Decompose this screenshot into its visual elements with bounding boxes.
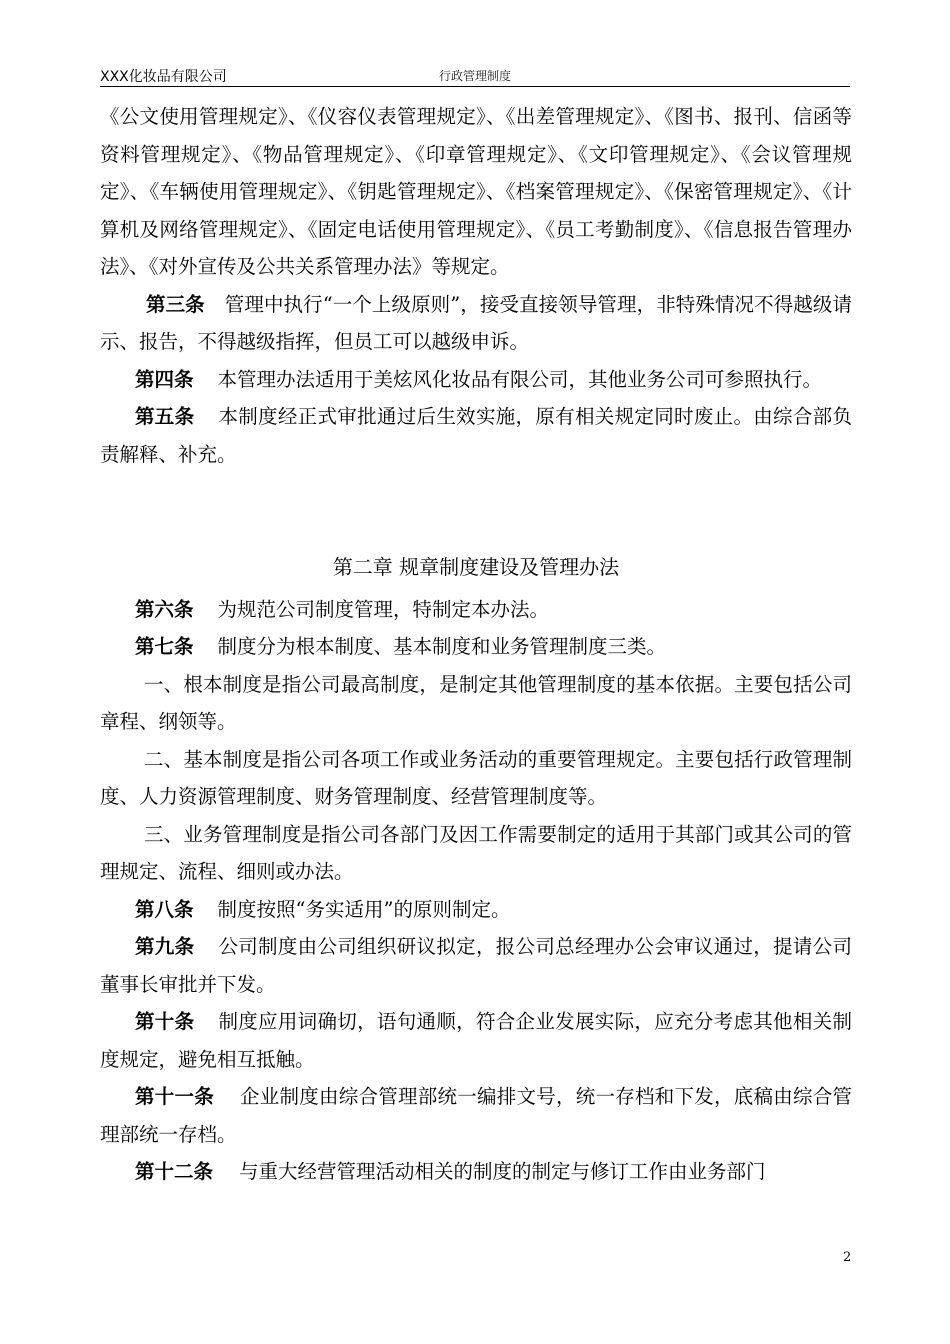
article-4 — [100, 361, 852, 399]
article-text: 本制度经正式审批通过后生效实施，原有相关规定同时废止。由综合部负责解释、补充。 — [100, 405, 852, 466]
article-text: 制度按照“务实适用”的原则制定。 — [217, 897, 511, 921]
article-text: 公司制度由公司组织研议拟定，报公司总经理办公会审议通过，提请公司董事长审批并下发。 — [100, 935, 852, 996]
article-3 — [100, 286, 852, 361]
article-6 — [100, 591, 852, 629]
article-7 — [100, 628, 852, 666]
article-label: 第六条 — [135, 597, 194, 621]
page-header — [100, 64, 850, 87]
article-text: 与重大经营管理活动相关的制度的制定与修订工作由业务部门 — [239, 1160, 766, 1183]
article-text: 企业制度由综合管理部统一编排文号，统一存档和下发，底稿由综合管理部统一存档。 — [100, 1085, 852, 1146]
page-number: 2 — [843, 1250, 852, 1265]
article-text: 制度分为根本制度、基本制度和业务管理制度三类。 — [217, 635, 667, 658]
list-item: 一、根本制度是指公司最高制度，是制定其他管理制度的基本依据。主要包括公司章程、纲领等。 — [100, 672, 852, 733]
article-11 — [100, 1078, 852, 1153]
article-text: 本管理办法适用于美炫风化妆品有限公司，其他业务公司可参照执行。 — [217, 367, 823, 391]
list-item: 二、基本制度是指公司各项工作或业务活动的重要管理规定。主要包括行政管理制度、人力资源管理制度、财务管理制度、经营管理制度等。 — [100, 747, 852, 808]
article-10 — [100, 1003, 852, 1078]
article-label: 第十条 — [135, 1010, 195, 1033]
article-label: 第十二条 — [135, 1160, 214, 1183]
article-5 — [100, 398, 852, 473]
company-name: XXX化妆品有限公司 — [100, 69, 227, 85]
article-12 — [100, 1153, 852, 1191]
article-label: 第七条 — [135, 635, 194, 658]
article-label: 第八条 — [135, 897, 194, 921]
article-text: 制度应用词确切，语句通顺，符合企业发展实际，应充分考虑其他相关制度规定，避免相互抵触。 — [100, 1010, 852, 1071]
article-text: 管理中执行“一个上级原则”，接受直接领导管理，非特殊情况不得越级请示、报告，不得越级指挥，但员工可以越级申诉。 — [100, 292, 852, 353]
article-label: 第四条 — [135, 367, 194, 391]
intro-paragraph: 《公文使用管理规定》、《仪容仪表管理规定》、《出差管理规定》、《图书、报刊、信函等资料管理规定》、《物品管理规定》、《印章管理规定》、《文印管理规定》、《会议管理规定》、《车辆使用管理规定》、《钥匙管理规定》、《档案管理规定》、《保密管理规定》、《计算机及网络管理规定》、《固定电话使用管理规定》、《员工考勤制度》、《信息报告管理办法》、《对外宣传及公共关系管理办法》等规定。 — [100, 105, 852, 278]
chapter-title: 第二章 规章制度建设及管理办法 — [332, 555, 620, 579]
document-type: 行政管理制度 — [438, 69, 512, 83]
article-label: 第三条 — [146, 292, 205, 316]
list-item: 三、业务管理制度是指公司各部门及因工作需要制定的适用于其部门或其公司的管理规定、流程、细则或办法。 — [100, 822, 852, 883]
article-8 — [100, 891, 852, 929]
article-9 — [100, 928, 852, 1003]
article-label: 第十一条 — [135, 1085, 214, 1108]
article-label: 第五条 — [135, 405, 195, 428]
article-label: 第九条 — [135, 935, 195, 958]
document-body — [100, 98, 852, 1191]
article-text: 为规范公司制度管理，特制定本办法。 — [217, 597, 550, 621]
